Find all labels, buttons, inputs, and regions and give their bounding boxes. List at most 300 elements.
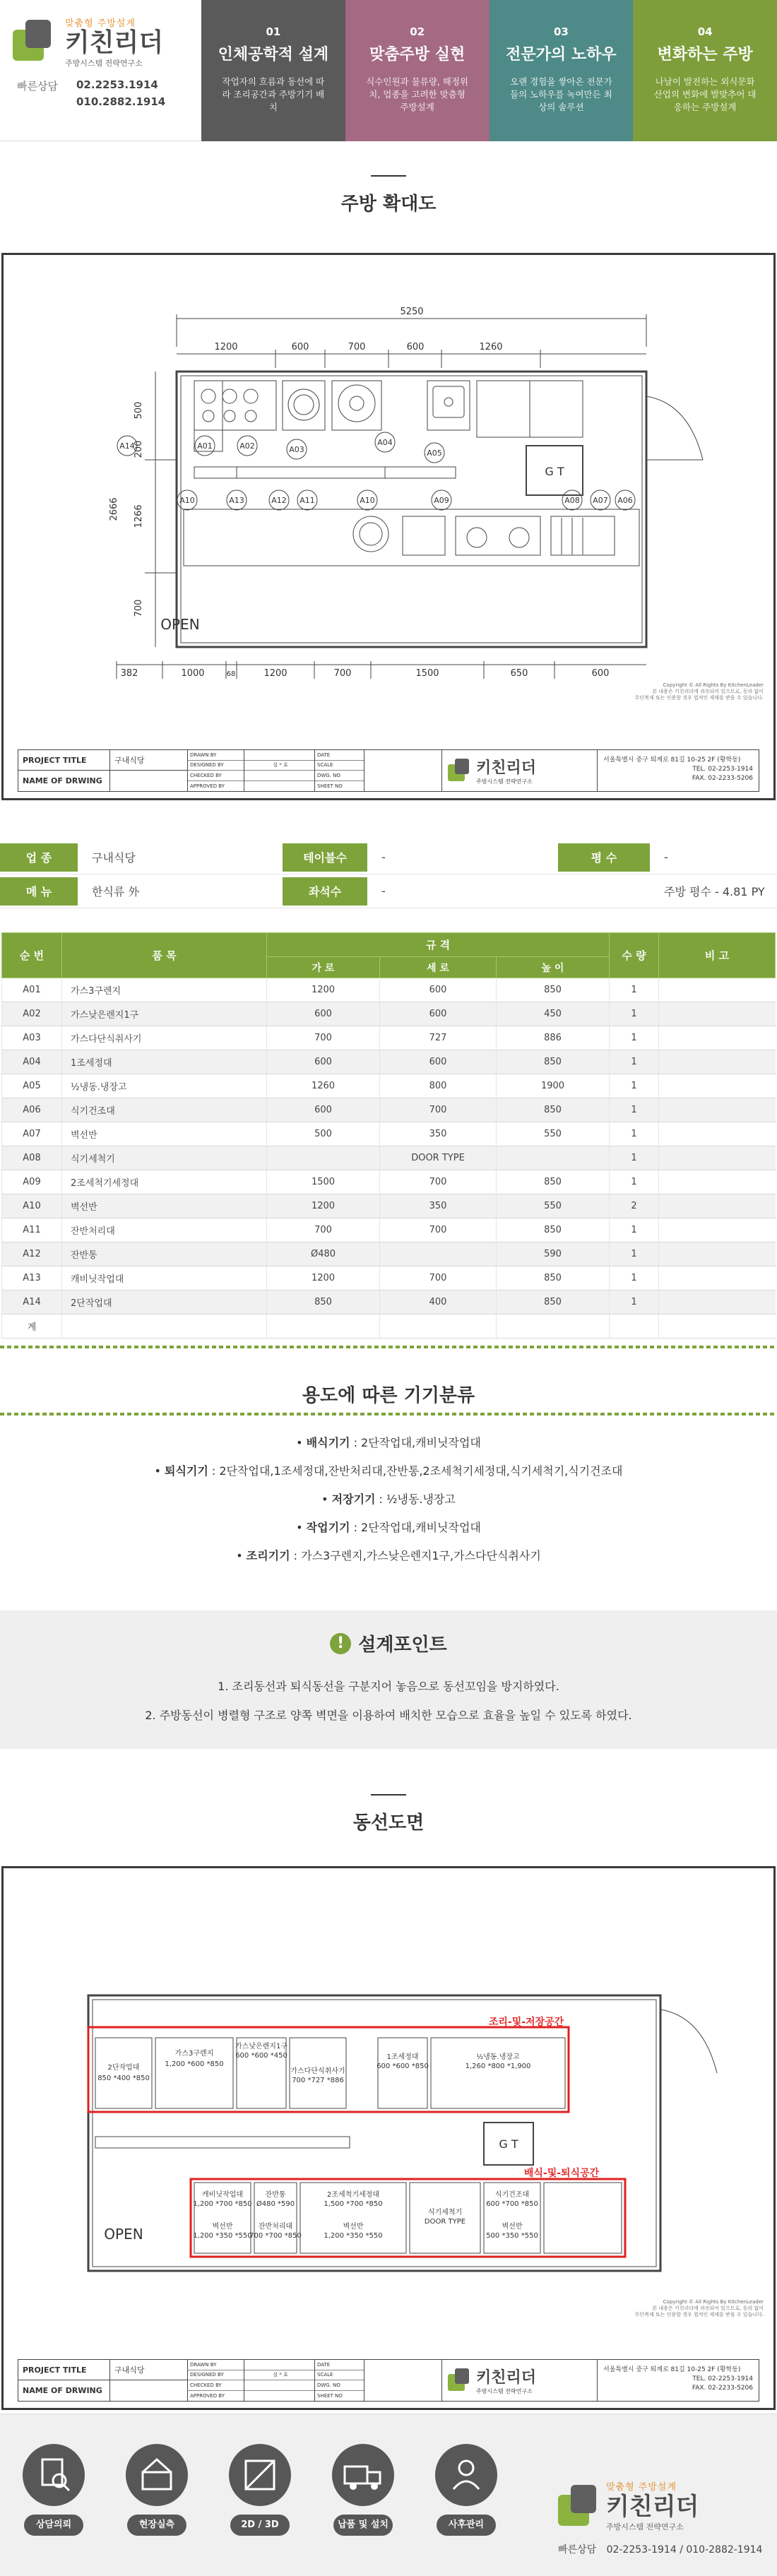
cell-width: 1200	[267, 978, 380, 1002]
footer-step-aftercare[interactable]	[431, 2444, 502, 2536]
zone-bottom-label: 배식-및-퇴식공간	[523, 2168, 600, 2179]
flow-item-spec: 1,200 *700 *850	[193, 2200, 252, 2208]
dim-left: 500	[134, 401, 144, 420]
cell-width: 1500	[267, 1170, 380, 1194]
dim-bottom: 382	[120, 668, 138, 679]
cell-height: 850	[497, 1170, 610, 1194]
cell-depth: 600	[380, 978, 497, 1002]
cell-depth	[380, 1242, 497, 1266]
tb-scale: SCALE	[315, 2370, 364, 2381]
mobile-number[interactable]: 010.2882.1914	[76, 95, 166, 108]
class-row-cooking: • 조리기기 : 가스3구렌지,가스낮은렌지1구,가스다단식취사기	[236, 1549, 541, 1562]
footer-step-drawing[interactable]	[225, 2444, 295, 2536]
phone-number[interactable]: 02.2253.1914	[76, 78, 158, 91]
footer-brand-name: 키친리더	[606, 2493, 699, 2521]
table-row	[2, 1242, 776, 1266]
cell-depth: 700	[380, 1098, 497, 1122]
class-row-storage: • 저장기기 : ½냉동.냉장고	[321, 1492, 456, 1506]
tb-tel: TEL. 02-2253-1914	[692, 2375, 753, 2382]
flow-item-name: 벽선반	[343, 2223, 364, 2231]
cell-height: 450	[497, 1002, 610, 1026]
cell-width: 850	[267, 1290, 380, 1314]
brand-name: 키친리더	[65, 28, 164, 57]
table-row	[2, 1170, 776, 1194]
class-row-work: • 작업기기 : 2단작업대,캐비닛작업대	[296, 1521, 481, 1534]
copyright-note: Copyright © All Rights By KitchenLeader 본 내용은 키친리더에 귀속되어 있으므로, 동의 없이 무단복제 또는 인용할 경우 법적인 제재를 받을 수 있습니다.	[634, 682, 764, 701]
flow-item-name: 가스낮은렌지1구	[235, 2043, 287, 2050]
tb-project-value: 구내식당	[110, 750, 187, 771]
col-header-note: 비 고	[659, 933, 776, 978]
cell-qty: 1	[610, 1122, 659, 1146]
zone-serving-returns	[191, 2179, 625, 2257]
tb-project-title-label: PROJECT TITLE	[18, 2360, 109, 2380]
truck-icon	[332, 2444, 394, 2506]
design-points-title: 설계포인트	[358, 1634, 447, 1656]
tb-address: 서울특별시 중구 퇴계로 81길 10-25 2F (황학동)	[603, 756, 741, 764]
tb-date: DATE	[315, 750, 364, 761]
cell-height	[497, 1314, 610, 1339]
flow-item-spec: DOOR TYPE	[424, 2218, 466, 2226]
aftercare-icon	[435, 2444, 497, 2506]
tb-drawing-name-label: NAME OF DRWING	[23, 776, 102, 785]
cell-qty: 1	[610, 1170, 659, 1194]
cell-no: A05	[2, 1074, 62, 1098]
cell-height: 590	[497, 1242, 610, 1266]
tb-project-value: 구내식당	[110, 2360, 187, 2380]
cell-width: 600	[267, 1098, 380, 1122]
copyright-note: Copyright © All Rights By KitchenLeader 본 내용은 키친리더에 귀속되어 있으므로, 동의 없이 무단복제 또는 인용할 경우 법적인 제재를 받을 수 있습니다.	[634, 2299, 764, 2317]
cell-depth: 800	[380, 1074, 497, 1098]
equipment-table	[1, 932, 776, 1339]
footer-step-label: 납품 및 설치	[333, 2515, 393, 2536]
table-row	[2, 1002, 776, 1026]
footer-step-consult[interactable]	[18, 2444, 89, 2536]
classification-title: 용도에 따른 기기분류	[302, 1385, 475, 1406]
table-row	[2, 1266, 776, 1290]
cell-item: 잔반처리대	[62, 1218, 267, 1242]
cell-no: A06	[2, 1098, 62, 1122]
cell-no: A14	[2, 1290, 62, 1314]
design-point-1: 1. 조리동선과 퇴식동선을 구분지어 놓음으로 동선꼬임을 방지하였다.	[218, 1680, 559, 1693]
cell-note	[659, 1122, 776, 1146]
table-row	[2, 1314, 776, 1339]
cell-qty: 1	[610, 1026, 659, 1050]
cell-note	[659, 978, 776, 1002]
cell-qty	[610, 1314, 659, 1339]
cell-depth: 350	[380, 1122, 497, 1146]
footer-brand	[558, 2479, 762, 2556]
cell-item: 2단작업대	[62, 1290, 267, 1314]
cell-depth	[380, 1314, 497, 1339]
footer-step-label: 사후관리	[437, 2515, 496, 2536]
cell-qty: 1	[610, 1146, 659, 1170]
cell-no: A12	[2, 1242, 62, 1266]
info-value-industry: 구내식당	[92, 851, 136, 865]
tb-brand-name: 키친리더	[476, 2369, 537, 2387]
tb-approved-by: APPROVED BY	[190, 2392, 225, 2399]
cell-height	[497, 1146, 610, 1170]
flow-item-spec: Ø480 *590	[256, 2200, 295, 2208]
dim-bottom: 1000	[181, 668, 205, 679]
info-label-tables: 테이블수	[283, 843, 367, 872]
table-row	[2, 1050, 776, 1074]
table-row	[2, 978, 776, 1002]
brand-subtitle: 주방시스템 전략연구소	[65, 59, 143, 68]
table-row	[2, 1290, 776, 1314]
project-info	[0, 841, 777, 908]
flow-item-spec: 1,260 *800 *1,900	[465, 2062, 531, 2070]
flow-item-name: 식기건조대	[494, 2191, 530, 2199]
cell-no: A03	[2, 1026, 62, 1050]
feature-number: 01	[266, 25, 281, 38]
cell-qty: 1	[610, 1050, 659, 1074]
tb-brand-sub: 주방시스템 전략연구소	[476, 2388, 533, 2394]
cell-depth: 700	[380, 1266, 497, 1290]
flow-item-name: 캐비닛작업대	[202, 2191, 243, 2199]
equip-label-a12: A12	[271, 496, 287, 505]
cell-width	[267, 1314, 380, 1339]
equip-label-a10b: A10	[360, 496, 375, 505]
tb-brand-sub: 주방시스템 전략연구소	[476, 778, 533, 785]
cell-item: 캐비닛작업대	[62, 1266, 267, 1290]
exclamation-icon: !	[330, 1633, 351, 1654]
cell-depth: 350	[380, 1194, 497, 1218]
equip-label-a08: A08	[564, 496, 580, 505]
tb-designer: 설 * 효	[244, 761, 314, 771]
footer-contact-label: 빠른상담	[558, 2544, 597, 2556]
equip-label-a11: A11	[299, 496, 315, 505]
cell-no: A11	[2, 1218, 62, 1242]
tb-project-title-label: PROJECT TITLE	[18, 750, 109, 771]
dim-bottom: 700	[333, 668, 352, 679]
cell-qty: 1	[610, 978, 659, 1002]
brand-logo-icon	[558, 2485, 600, 2527]
flow-item-spec: 700 *700 *850	[249, 2232, 302, 2240]
cell-width: 1200	[267, 1266, 380, 1290]
col-header-item: 품 목	[62, 933, 267, 978]
tb-date: DATE	[315, 2360, 364, 2370]
tb-drawing-name-label: NAME OF DRWING	[23, 2386, 102, 2395]
cell-no: A02	[2, 1002, 62, 1026]
tb-sheet-no: SHEET NO	[317, 2392, 343, 2399]
cell-depth: 727	[380, 1026, 497, 1050]
info-value-seats: -	[381, 884, 386, 898]
feature-title: 인체공학적 설계	[218, 46, 329, 64]
cell-item: 잔반통	[62, 1242, 267, 1266]
design-point-2: 2. 주방동선이 병렬형 구조로 양쪽 벽면을 이용하여 배치한 모습으로 효율을 높일 수 있도록 하였다.	[145, 1709, 632, 1722]
equip-label-a02: A02	[239, 441, 255, 451]
brand-block	[0, 0, 201, 141]
measure-icon	[126, 2444, 188, 2506]
table-row	[2, 1194, 776, 1218]
cell-no: 계	[2, 1314, 62, 1339]
divider	[0, 1413, 777, 1415]
cell-width: 600	[267, 1002, 380, 1026]
equip-label-a09: A09	[434, 496, 449, 505]
page-footer	[0, 2414, 777, 2576]
cell-qty: 1	[610, 1218, 659, 1242]
page-header	[0, 0, 777, 141]
floor-plan-drawing	[4, 255, 773, 735]
cell-width	[267, 1146, 380, 1170]
equip-label-a07: A07	[593, 496, 608, 505]
col-header-width: 가 로	[267, 957, 380, 978]
cell-width: 700	[267, 1218, 380, 1242]
cell-qty: 1	[610, 1002, 659, 1026]
section-title-flow-plan: 동선도면	[352, 1812, 425, 1834]
cell-height: 550	[497, 1122, 610, 1146]
cell-item: 식기세척기	[62, 1146, 267, 1170]
table-row	[2, 1098, 776, 1122]
cell-note	[659, 1146, 776, 1170]
info-label-seats: 좌석수	[283, 877, 367, 906]
equip-label-a06: A06	[617, 496, 633, 505]
cell-note	[659, 1050, 776, 1074]
feature-desc: 작업자의 흐름과 동선에 따라 조리공간과 주방기기 배치	[222, 76, 325, 112]
open-label: OPEN	[160, 616, 200, 633]
feature-number: 03	[553, 25, 569, 38]
cell-width: 500	[267, 1122, 380, 1146]
class-row-serving: • 배식기기 : 2단작업대,캐비닛작업대	[296, 1436, 481, 1449]
equip-label-a14: A14	[119, 441, 135, 451]
info-value-kitchen-area: 주방 평수 - 4.81 PY	[664, 885, 765, 898]
cell-depth: 400	[380, 1290, 497, 1314]
flow-item-spec: 600 *700 *850	[486, 2200, 538, 2208]
drawing-title-block	[18, 749, 759, 792]
section-heading	[0, 175, 777, 215]
cell-note	[659, 1194, 776, 1218]
feature-desc: 나날이 발전하는 외식문화 산업의 변화에 발맞추어 대응하는 주방설계	[653, 76, 757, 112]
cell-qty: 1	[610, 1242, 659, 1266]
cell-item: 1조세정대	[62, 1050, 267, 1074]
class-row-returns: • 퇴식기기 : 2단작업대,1조세정대,잔반처리대,잔반통,2조세척기세정대,식기세척기,식기건조대	[154, 1464, 623, 1478]
cell-depth: 700	[380, 1218, 497, 1242]
flow-item-spec: 1,200 *350 *550	[324, 2232, 383, 2240]
cell-item: 가스낮은렌지1구	[62, 1002, 267, 1026]
table-row	[2, 1122, 776, 1146]
col-header-no: 순 번	[2, 933, 62, 978]
zone-top-label: 조리-및-저장공간	[488, 2017, 564, 2028]
equip-label-a10: A10	[179, 496, 195, 505]
feature-title: 변화하는 주방	[657, 46, 753, 64]
table-row	[2, 1218, 776, 1242]
cell-height: 886	[497, 1026, 610, 1050]
dim-total-width: 5250	[400, 307, 424, 317]
cell-no: A04	[2, 1050, 62, 1074]
flow-item-name: 벽선반	[212, 2223, 233, 2231]
cell-qty: 2	[610, 1194, 659, 1218]
cell-item: 벽선반	[62, 1194, 267, 1218]
info-label-menu: 메 뉴	[0, 877, 78, 906]
info-value-tables: -	[381, 850, 386, 864]
feature-box	[201, 0, 345, 141]
equip-label-a01: A01	[197, 441, 213, 451]
contact-label: 빠른상담	[17, 80, 58, 93]
cell-depth: DOOR TYPE	[380, 1146, 497, 1170]
flow-item-name: 가스다단식취사기	[290, 2067, 345, 2075]
info-value-area: -	[664, 850, 668, 864]
tb-designed-by: DESIGNED BY	[188, 761, 244, 771]
tb-checked-by: CHECKED BY	[188, 771, 244, 781]
cell-item	[62, 1314, 267, 1339]
flow-plan-drawing	[4, 1868, 773, 2341]
cell-height: 850	[497, 1050, 610, 1074]
cell-no: A09	[2, 1170, 62, 1194]
dim-top: 700	[348, 342, 366, 352]
cell-note	[659, 1266, 776, 1290]
cell-note	[659, 1290, 776, 1314]
drawing-icon	[229, 2444, 291, 2506]
divider	[0, 1346, 777, 1348]
cell-note	[659, 1074, 776, 1098]
cell-width: 600	[267, 1050, 380, 1074]
cell-item: ½냉동.냉장고	[62, 1074, 267, 1098]
cell-note	[659, 1026, 776, 1050]
gas-meter-label: G T	[545, 465, 564, 478]
table-row	[2, 1146, 776, 1170]
tb-brand-logo-icon	[448, 2368, 472, 2392]
footer-brand-sub: 주방시스템 전략연구소	[606, 2522, 684, 2532]
tb-tel: TEL. 02-2253-1914	[692, 766, 753, 773]
info-label-industry: 업 종	[0, 843, 78, 872]
kitchen-floor-plan	[1, 253, 776, 800]
flow-item-spec: 600 *600 *450	[235, 2052, 287, 2060]
drawing-title-block	[18, 2359, 759, 2402]
feature-box	[345, 0, 490, 141]
flow-floor-plan	[1, 1866, 776, 2410]
cell-width: 1200	[267, 1194, 380, 1218]
section-title-kitchen-plan: 주방 확대도	[340, 194, 437, 215]
flow-item-spec: 600 *600 *850	[376, 2062, 429, 2070]
cell-qty: 1	[610, 1074, 659, 1098]
footer-contact-numbers[interactable]: 02-2253-1914 / 010-2882-1914	[606, 2544, 763, 2556]
tb-brand-logo-icon	[448, 759, 472, 783]
dim-top: 600	[406, 342, 425, 352]
cell-height: 1900	[497, 1074, 610, 1098]
dim-left: 1266	[134, 504, 144, 528]
flow-item-name: 벽선반	[502, 2223, 523, 2231]
cell-width: 1260	[267, 1074, 380, 1098]
footer-step-measure[interactable]	[121, 2444, 192, 2536]
cell-qty: 1	[610, 1290, 659, 1314]
info-label-area: 평 수	[558, 843, 650, 872]
flow-item-name: ½냉동.냉장고	[476, 2053, 520, 2061]
dim-bottom: 650	[510, 668, 528, 679]
flow-item-spec: 500 *350 *550	[486, 2232, 538, 2240]
flow-item-name: 잔반통	[265, 2191, 286, 2199]
cell-no: A10	[2, 1194, 62, 1218]
gas-meter-label: G T	[499, 2137, 518, 2151]
cell-no: A13	[2, 1266, 62, 1290]
cell-note	[659, 1242, 776, 1266]
cell-width: 700	[267, 1026, 380, 1050]
tb-drawn-by: DRAWN BY	[188, 750, 244, 761]
flow-item-name: 가스3구렌지	[174, 2050, 214, 2058]
tb-designed-by: DESIGNED BY	[188, 2370, 244, 2381]
cell-depth: 600	[380, 1050, 497, 1074]
cell-no: A01	[2, 978, 62, 1002]
equip-label-a13: A13	[229, 496, 244, 505]
cell-height: 850	[497, 978, 610, 1002]
flow-item-name: 잔반처리대	[258, 2223, 293, 2231]
flow-item-name: 2단작업대	[107, 2064, 140, 2072]
info-value-menu: 한식류 外	[92, 885, 140, 898]
tb-dwg-no: DWG. NO	[315, 771, 364, 781]
section-heading	[0, 1794, 777, 1834]
footer-brand-tagline: 맞춤형 주방설계	[606, 2482, 677, 2493]
tb-drawn-by: DRAWN BY	[188, 2360, 244, 2370]
equip-label-a03: A03	[289, 445, 304, 454]
cell-note	[659, 1002, 776, 1026]
feature-title: 맞춤주방 실현	[369, 46, 465, 64]
footer-step-label: 상담의뢰	[24, 2515, 83, 2536]
col-header-spec: 규 격	[267, 933, 610, 957]
dim-top: 600	[291, 342, 309, 352]
cell-no: A07	[2, 1122, 62, 1146]
equip-label-a05: A05	[427, 449, 442, 458]
flow-item-spec: 1,500 *700 *850	[324, 2200, 383, 2208]
cell-height: 850	[497, 1290, 610, 1314]
col-header-height: 높 이	[497, 957, 610, 978]
tb-fax: FAX. 02-2233-5206	[692, 2385, 753, 2392]
feature-desc: 오랜 경험을 쌓아온 전문가들의 노하우를 녹여만든 최상의 솔루션	[510, 76, 612, 112]
consult-icon	[23, 2444, 85, 2506]
cell-no: A08	[2, 1146, 62, 1170]
dim-top: 1260	[479, 342, 503, 352]
feature-title: 전문가의 노하우	[506, 46, 617, 64]
tb-sheet-no: SHEET NO	[317, 783, 343, 789]
feature-number: 02	[410, 25, 425, 38]
dim-left: 200	[134, 440, 144, 458]
cell-qty: 1	[610, 1266, 659, 1290]
dim-bottom: 1500	[415, 668, 439, 679]
table-row	[2, 1074, 776, 1098]
tb-address: 서울특별시 중구 퇴계로 81길 10-25 2F (황학동)	[603, 2366, 741, 2373]
dim-bottom: 600	[591, 668, 610, 679]
flow-item-name: 1조세정대	[386, 2053, 419, 2061]
flow-item-spec: 1,200 *600 *850	[165, 2060, 224, 2068]
cell-note	[659, 1314, 776, 1339]
col-header-qty: 수 량	[610, 933, 659, 978]
tb-brand-name: 키친리더	[476, 759, 537, 777]
dim-left: 700	[134, 599, 144, 617]
dim-bottom: 1200	[263, 668, 287, 679]
cell-height: 850	[497, 1218, 610, 1242]
tb-designer: 설 * 효	[244, 2370, 314, 2381]
open-label: OPEN	[104, 2226, 143, 2243]
footer-step-label: 현장실측	[127, 2515, 186, 2536]
footer-step-delivery[interactable]	[328, 2444, 398, 2536]
tb-scale: SCALE	[315, 761, 364, 771]
equip-label-a04: A04	[377, 438, 393, 447]
cell-qty: 1	[610, 1098, 659, 1122]
flow-item-spec: 1,200 *350 *550	[193, 2232, 252, 2240]
design-points	[0, 1610, 777, 1749]
tb-fax: FAX. 02-2233-5206	[692, 775, 753, 782]
cell-note	[659, 1098, 776, 1122]
flow-item-name: 2조세척기세정대	[327, 2191, 379, 2199]
tb-dwg-no: DWG. NO	[315, 2380, 364, 2391]
cell-item: 2조세척기세정대	[62, 1170, 267, 1194]
feature-desc: 식수인원과 물류량, 해정위치, 업종을 고려한 맞춤형 주방설계	[366, 76, 468, 112]
cell-width: Ø480	[267, 1242, 380, 1266]
cell-height: 550	[497, 1194, 610, 1218]
col-header-depth: 세 로	[380, 957, 497, 978]
footer-step-label: 2D / 3D	[230, 2515, 290, 2536]
feature-number: 04	[697, 25, 713, 38]
flow-item-name: 식기세척기	[427, 2209, 463, 2216]
cell-height: 850	[497, 1098, 610, 1122]
